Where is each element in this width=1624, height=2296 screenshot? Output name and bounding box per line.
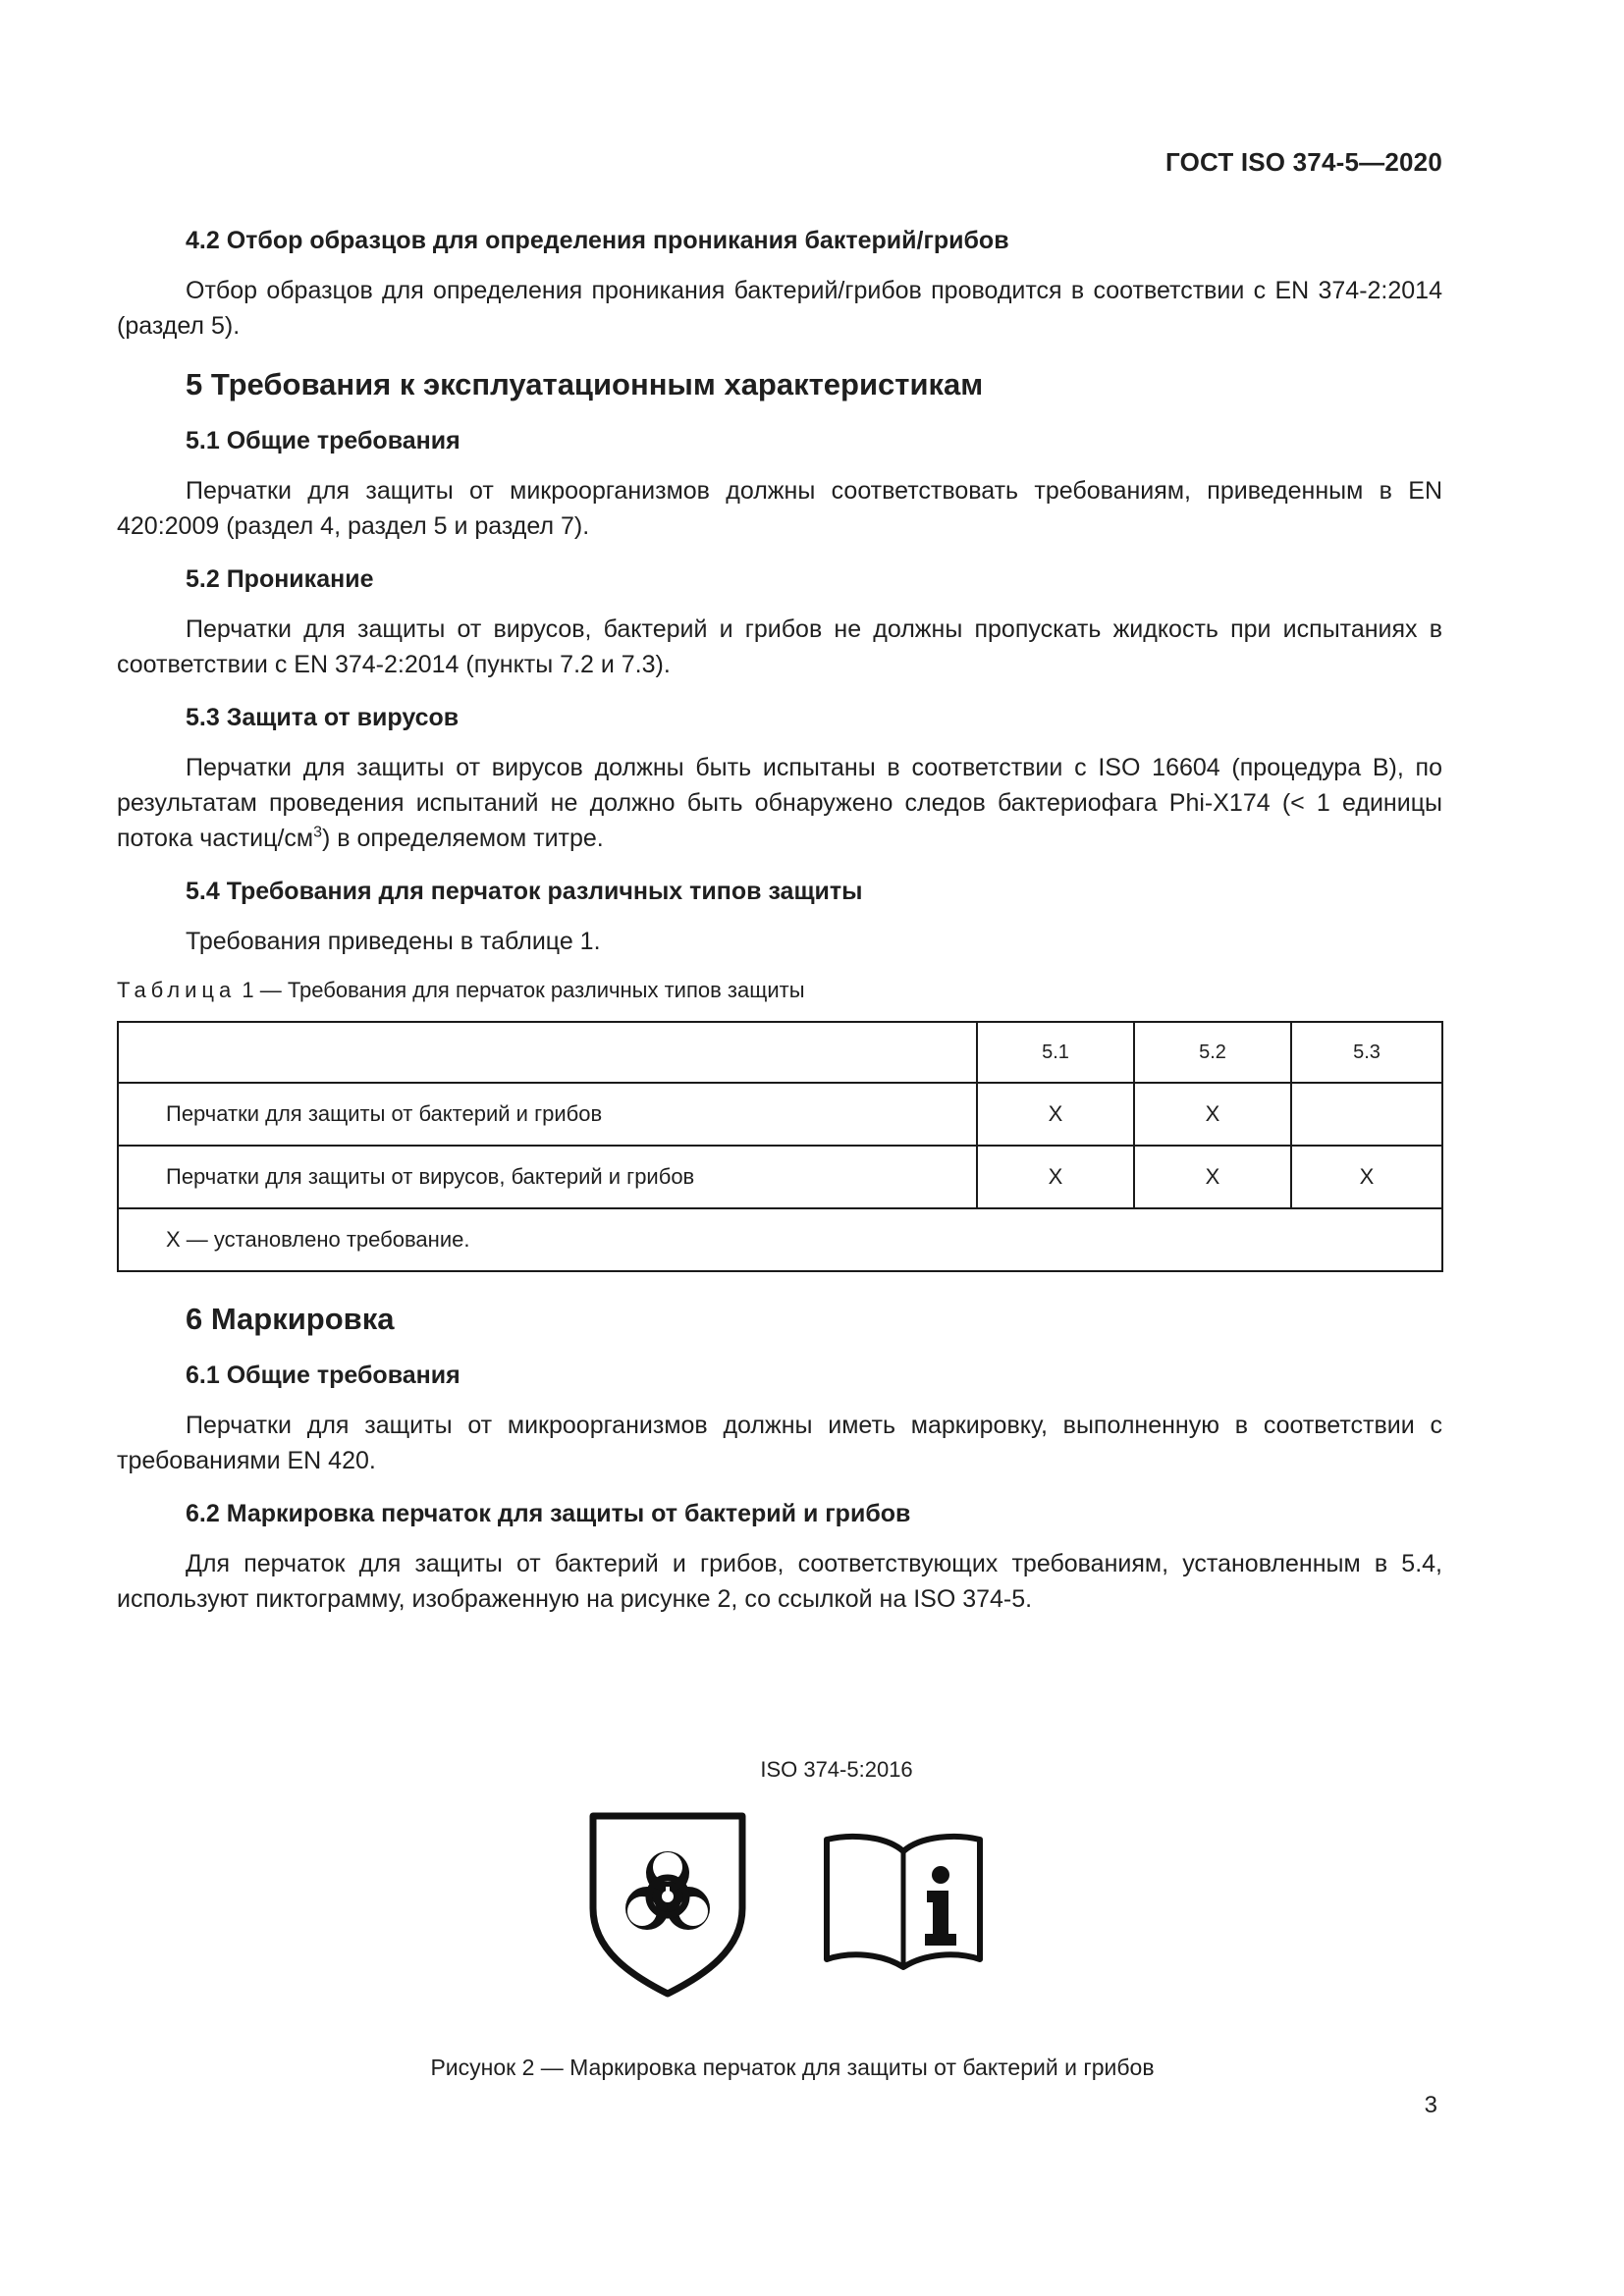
figure-caption: Рисунок 2 — Маркировка перчаток для защиты от бактерий и грибов [430, 2055, 1155, 2080]
heading-5-4: 5.4 Требования для перчаток различных типов защиты [186, 878, 863, 905]
paragraph-6-1: Перчатки для защиты от микроорганизмов должны иметь маркировку, выполненную в соответствии с требованиями EN 420. [117, 1412, 1442, 1474]
paragraph-4-2: Отбор образцов для определения проникания бактерий/грибов проводится в соответствии с EN 374-2:2014 (раздел 5). [117, 277, 1442, 340]
table-cell: X [977, 1083, 1134, 1146]
heading-6-1: 6.1 Общие требования [186, 1362, 460, 1389]
content-area [117, 224, 1442, 1635]
superscript-3: 3 [313, 824, 323, 841]
paragraph-5-3-text-b: ) в определяемом титре. [322, 825, 604, 852]
table-header-empty-cell [118, 1022, 977, 1083]
table-note-row [118, 1208, 1442, 1271]
page-number: 3 [1424, 2092, 1437, 2118]
figure-standard-code: ISO 374-5:2016 [760, 1757, 913, 1782]
document-id: ГОСТ ISO 374-5—2020 [1164, 147, 1442, 177]
paragraph-5-2: Перчатки для защиты от вирусов, бактерий и грибов не должны пропускать жидкость при испытаниях в соответствии с EN 374-2:2014 (пункты 7.2 и 7.3). [117, 615, 1442, 678]
table-row [118, 1146, 1442, 1208]
heading-5-3: 5.3 Защита от вирусов [186, 704, 460, 731]
table-cell: X [1291, 1146, 1442, 1208]
figure-2 [0, 1757, 1624, 2080]
table-header-cell: 5.2 [1134, 1022, 1291, 1083]
table-cell [1291, 1083, 1442, 1146]
table-header-row [118, 1022, 1442, 1083]
table-caption-word: Таблица [117, 978, 237, 1002]
biohazard-shield-icon [589, 1812, 746, 1999]
table-caption-text: 1 — Требования для перчаток различных типов защиты [242, 978, 805, 1002]
table-note: X — установлено требование. [118, 1208, 1442, 1271]
paragraph-5-1: Перчатки для защиты от микроорганизмов должны соответствовать требованиям, приведенным в EN 420:2009 (раздел 4, раздел 5 и раздел 7). [117, 477, 1442, 540]
heading-6: 6 Маркировка [186, 1302, 395, 1336]
requirements-table [117, 1021, 1443, 1272]
heading-5-2: 5.2 Проникание [186, 565, 374, 593]
table-header-cell: 5.1 [977, 1022, 1134, 1083]
pictograms [589, 1812, 1001, 2008]
paragraph-6-2: Для перчаток для защиты от бактерий и грибов, соответствующих требованиям, установленным в 5.4, используют пиктограмму, изображенную на рисунке 2, со ссылкой на ISO 374-5. [117, 1550, 1442, 1613]
table-cell: X [977, 1146, 1134, 1208]
table-row [118, 1083, 1442, 1146]
heading-4-2: 4.2 Отбор образцов для определения проникания бактерий/грибов [186, 227, 1009, 254]
table-header-cell: 5.3 [1291, 1022, 1442, 1083]
information-book-icon [821, 1830, 986, 1971]
paragraph-5-3-text-a: Перчатки для защиты от вирусов должны быть испытаны в соответствии с ISO 16604 (процедура B), по результатам проведения испытаний не должно быть обнаружено следов бактериофага Phi-X174 (< 1 единицы потока частиц/см [117, 754, 1442, 852]
paragraph-5-3 [117, 750, 1442, 856]
heading-5-1: 5.1 Общие требования [186, 427, 460, 454]
table-cell: X [1134, 1146, 1291, 1208]
heading-5: 5 Требования к эксплуатационным характеристикам [186, 367, 984, 401]
table-row-label: Перчатки для защиты от бактерий и грибов [118, 1083, 977, 1146]
paragraph-5-4: Требования приведены в таблице 1. [186, 928, 601, 955]
heading-6-2: 6.2 Маркировка перчаток для защиты от бактерий и грибов [186, 1500, 911, 1527]
table-caption [117, 978, 1442, 1003]
table-row-label: Перчатки для защиты от вирусов, бактерий и грибов [118, 1146, 977, 1208]
table-cell: X [1134, 1083, 1291, 1146]
